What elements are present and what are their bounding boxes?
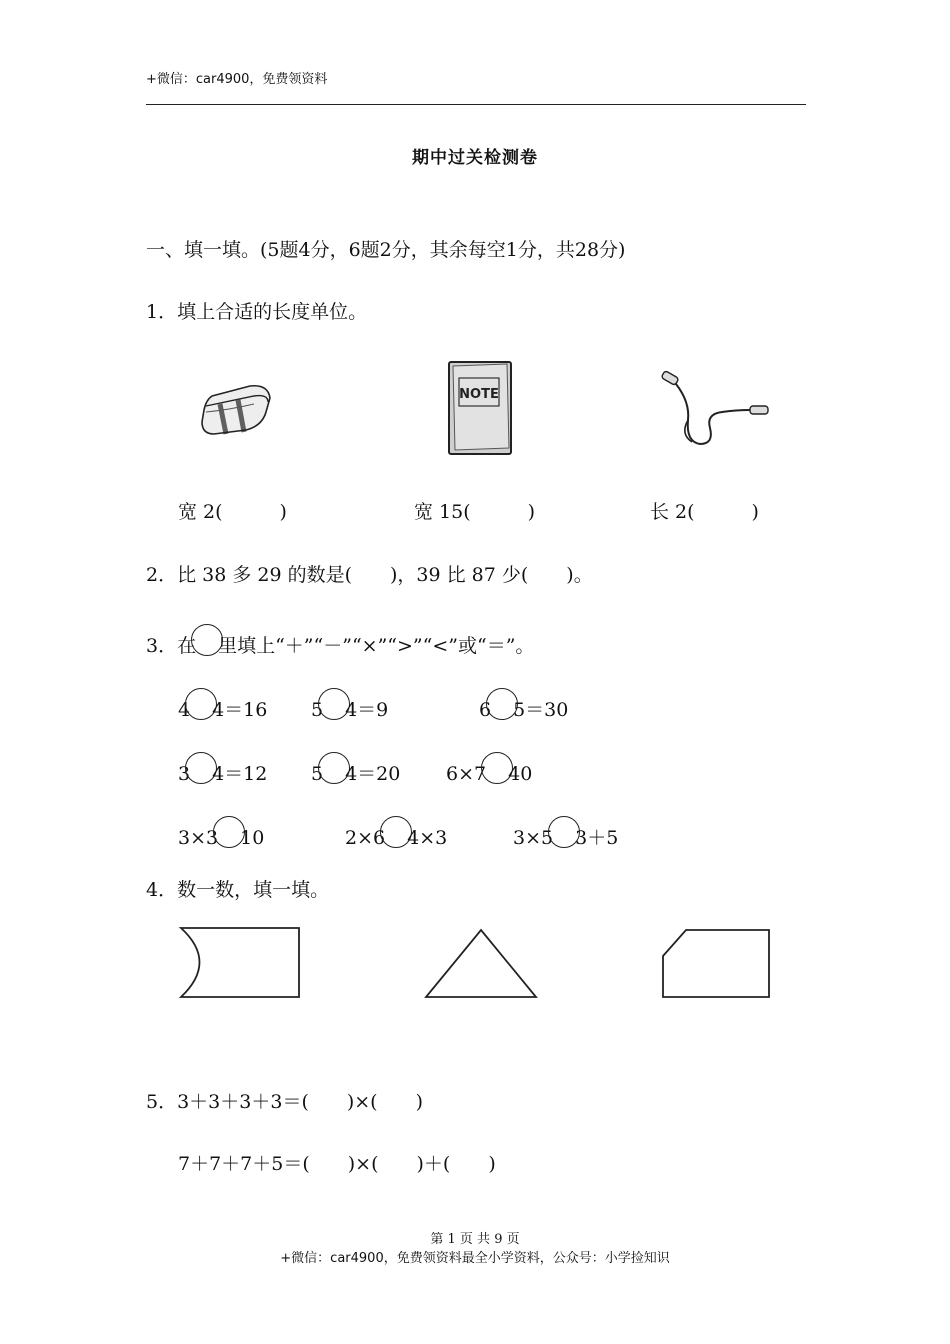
q3-item: 4 4＝16	[178, 688, 267, 722]
q5-line-2: 7＋7＋7＋5＝( )×( )＋( )	[178, 1153, 496, 1175]
eraser-icon	[198, 382, 274, 438]
notebook-label: NOTE	[459, 387, 499, 402]
header-note: +微信：car4900，免费领资料	[146, 72, 328, 87]
q3-item: 3×3 10	[178, 816, 264, 850]
jump-rope-icon	[660, 372, 772, 450]
q3-item: 2×6 4×3	[345, 816, 447, 850]
page-title: 期中过关检测卷	[412, 148, 538, 168]
q3-prompt-end: 里填上“＋”“－”“×”“>”“<”或“＝”。	[218, 635, 535, 657]
q3-item: 6 5＝30	[479, 688, 568, 722]
header-divider	[146, 104, 806, 105]
q3-item: 6×7 40	[446, 752, 532, 786]
shape-triangle	[424, 928, 538, 1000]
q1-answer-notebook: 宽 15( )	[414, 501, 536, 523]
q3-item: 5 4＝20	[311, 752, 400, 786]
q3-item: 5 4＝9	[311, 688, 388, 722]
q1-prompt: 1．填上合适的长度单位。	[146, 301, 368, 323]
footer-note: +微信：car4900，免费领资料最全小学资料，公众号：小学捡知识	[280, 1251, 670, 1266]
shape-cut-corner-rectangle	[661, 928, 773, 1000]
q2-text: 2．比 38 多 29 的数是( )，39 比 87 少( )。	[146, 564, 593, 586]
q3-prompt-start: 3．在	[146, 635, 197, 657]
q3-prompt	[146, 624, 534, 658]
q5-line-1: 5．3＋3＋3＋3＝( )×( )	[146, 1091, 424, 1113]
section-heading: 一、填一填。(5题4分，6题2分，其余每空1分，共28分)	[146, 239, 626, 261]
q3-item: 3×5 3＋5	[513, 816, 618, 850]
page-number: 第 1 页 共 9 页	[430, 1232, 520, 1247]
shape-concave-rectangle	[180, 926, 302, 1000]
q3-item: 3 4＝12	[178, 752, 267, 786]
q4-prompt: 4．数一数，填一填。	[146, 879, 330, 901]
notebook-icon	[447, 360, 515, 456]
q1-answer-rope: 长 2( )	[650, 501, 759, 523]
q1-answer-eraser: 宽 2( )	[178, 501, 287, 523]
